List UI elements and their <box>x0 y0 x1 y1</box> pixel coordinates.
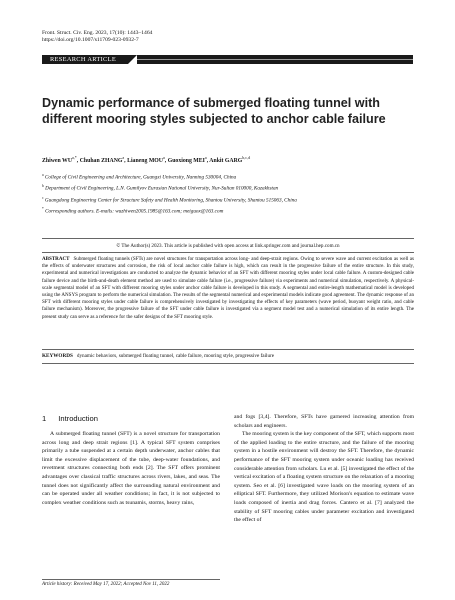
abstract-heading: ABSTRACT <box>42 256 70 262</box>
affiliation-sup: * <box>42 206 44 211</box>
affiliation-item <box>42 182 422 193</box>
author-name: Lianeng MOU <box>127 157 163 164</box>
author-name: Guoxiong MEI <box>167 157 205 164</box>
author-sup: a <box>204 155 207 160</box>
author-sup: a,* <box>72 155 77 160</box>
journal-header <box>42 30 152 44</box>
body-paragraph: A submerged floating tunnel (SFT) is a novel structure for transportation across long and deep strait regions [1]. A typical SFT system comprises primarily a tube suspended at a certain depth underwater, anchor cables that limit the excessive displacement of the tube, deep-water foundations, and revetment structures connecting both ends [2]. The SFT offers prominent advantages over classical traffic structures across rivers, lakes, and seas. The tunnel does not significantly affect the surrounding natural environment and can be operated under all weather conditions; in fact, it is not subjected to complex weather conditions such as tsunamis, storms, heavy rains, <box>42 431 220 506</box>
affiliation-item <box>42 171 422 182</box>
author-sup: b,c,d <box>242 155 251 160</box>
affiliation-sup: b <box>42 184 44 189</box>
author-name: Chuhan ZHANG <box>79 157 123 164</box>
abstract-text: Submerged floating tunnels (SFTs) are novel structures for transportation across long- and deep-strait regions. Owing to severe wave and current excitation as well as the effects of underwater structures and corrosion, the risk of local anchor cable failure is high, which can result in the progressive failure of the entire structure. In this study, experimental and numerical investigations are conducted to analyze the dynamic behavior of an SFT with different mooring styles under local cable failure. A custom-designed cable failure device and the birth-and-death element method are used to simulate cable failure (i.e., progressive failure) via experiments and numerical simulation, respectively. A physical-scale segmental model of an SFT with different mooring styles under anchor cable failure is developed in this study. A segmental and entire-length mathematical model is developed using the ANSYS program to perform the numerical simulation. The results of the segmental numerical and experimental models indicate good agreement. The dynamic response of an SFT with different mooring styles under cable failure is comprehensively investigated by investigating the effects of key parameters (wave period, buoyant weight ratio, and cable failure mechanism). Moreover, the progressive failure of the SFT under cable failure is investigated via a segment model test and a numerical simulation of its entire length. The present study can serve as a reference for the safer designs of the SFT mooring style. <box>42 256 414 320</box>
author-sup: a <box>163 155 165 160</box>
keywords-heading: KEYWORDS <box>42 353 73 359</box>
section-heading <box>42 414 98 423</box>
banner-corner <box>128 55 137 64</box>
divider <box>42 349 414 350</box>
body-column-right <box>234 413 414 525</box>
footnote-divider <box>42 579 220 580</box>
section-title: Introduction <box>58 414 98 423</box>
affiliation-sup: c <box>42 195 44 200</box>
body-paragraph: and fogs [3,4]. Therefore, SFTs have garnered increasing attention from scholars and engineers. <box>234 414 414 429</box>
doi-link[interactable]: https://doi.org/10.1007/s11709-023-0932-7 <box>42 37 139 43</box>
divider <box>42 238 414 239</box>
body-column-left <box>42 430 220 507</box>
paper-title: Dynamic performance of submerged floating tunnel with different mooring styles subjected to anchor cable failure <box>42 96 386 126</box>
body-paragraph: The mooring system is the key component of the SFT, which supports most of the applied loading to the entire structure, and the failure of the mooring system in a hostile environment will destroy the SFT. Therefore, the dynamic performance of the SFT mooring system under oceanic loading has received considerable attention from scholars. Lu et al. [5] investigated the effect of the vertical excitation of a floating system structure on the relaxation of a mooring system. Seo et al. [6] investigated wave loads on the mooring system of an elliptical SFT. Furthermore, they utilized Morison's equation to estimate wave loads composed of inertia and drag forces. Cantero et al. [7] analyzed the stability of SFT mooring cables under parameter excitation and investigated the effect of <box>234 431 414 524</box>
divider <box>42 363 414 364</box>
affiliation-text: Corresponding authors. E-mails: wuzhiwen2005.1985@163.com; meiguox@163.com <box>45 208 224 215</box>
affiliation-list <box>42 171 422 216</box>
section-number: 1 <box>42 414 47 423</box>
article-type-banner <box>42 55 413 64</box>
author-list: Zhiwen $WU^{a,*}$, Chuhan ZHANG$^a$, Lianeng MOU$^a$, Guoxiong MEI$^a$, Ankit GARG$^{b,c,d}$ <box>42 155 251 164</box>
affiliation-text: Guangdong Engineering Center for Structure Safety and Health Monitoring, Shantou University, Shantou 515063, China <box>44 197 297 204</box>
banner-line <box>137 59 413 60</box>
affiliation-text: College of Civil Engineering and Architecture, Guangxi University, Nanning 530004, China <box>44 174 237 181</box>
affiliation-text: Department of Civil Engineering, L.N. Gumilyov Eurasian National University, Nur-Sultan 010000, Kazakhstan <box>45 186 279 193</box>
article-history: Article history: Received May 17, 2022; Accepted Nov 11, 2022 <box>42 582 170 587</box>
corresponding-authors <box>42 205 422 216</box>
affiliation-item <box>42 194 422 205</box>
author-name: Zhiwen WU <box>42 157 73 164</box>
author-sup: a <box>122 155 125 160</box>
author-name: Ankit GARG <box>209 157 243 164</box>
keywords-text: dynamic behaviors, submerged floating tunnel, cable failure, mooring style, progressive failure <box>76 353 275 359</box>
keywords <box>42 353 414 359</box>
abstract <box>42 256 414 321</box>
copyright-notice: © The Author(s) 2023. This article is published with open access at link.springer.com and journal.hep.com.cn <box>116 243 340 249</box>
journal-citation: Front. Struct. Civ. Eng. 2023, 17(10): 1443–1464 <box>42 30 153 36</box>
divider <box>42 252 414 253</box>
article-type-label: RESEARCH ARTICLE <box>50 56 117 63</box>
affiliation-sup: a <box>42 173 44 177</box>
